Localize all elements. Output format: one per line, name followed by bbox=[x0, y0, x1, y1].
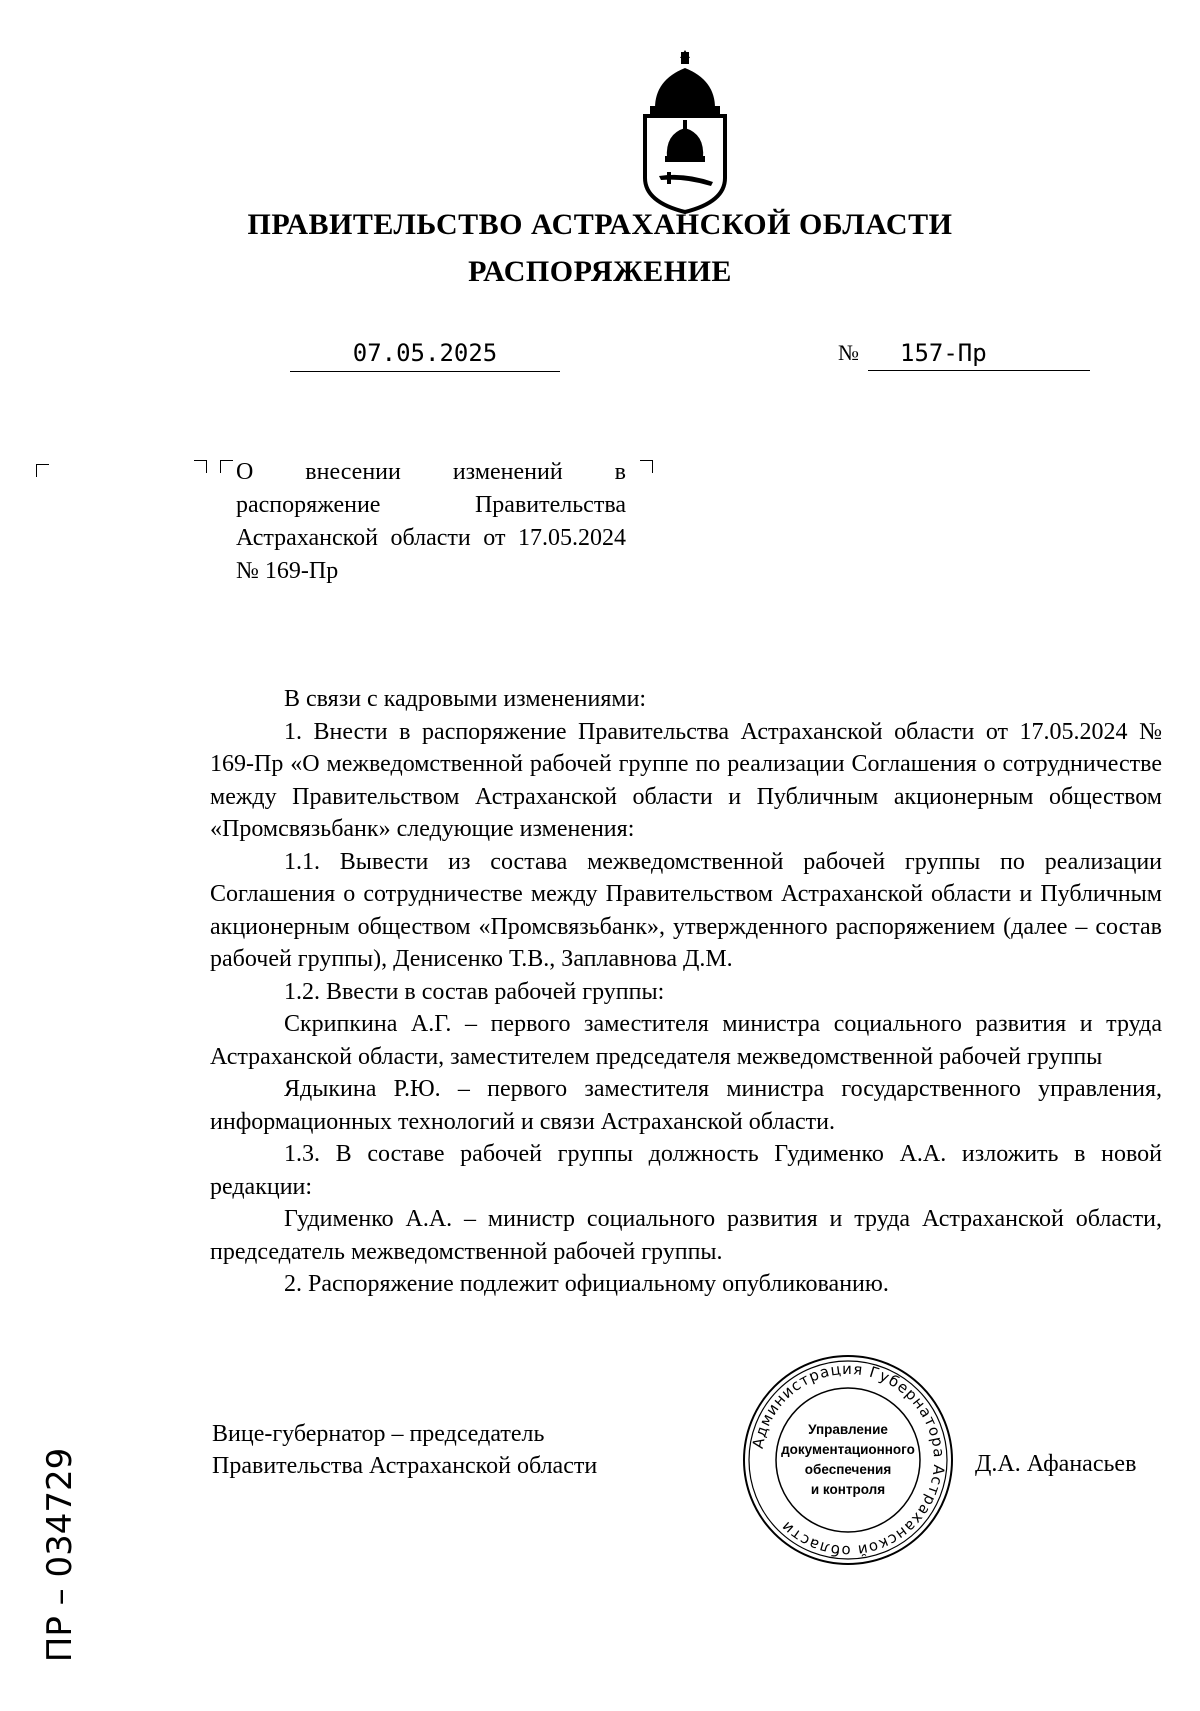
body-paragraph-1-2: 1.2. Ввести в состав рабочей группы: bbox=[284, 978, 665, 1005]
body-paragraph-1-2-a: Скрипкина А.Г. – первого заместителя министра социального развития и труда Астраханской области, заместителем председателя межведомственной рабочей группы bbox=[210, 1011, 1162, 1070]
number-sign: № bbox=[838, 340, 859, 365]
seal-ring-text: Администрация Губернатора Астраханской области bbox=[748, 1359, 949, 1561]
round-official-seal-icon bbox=[738, 1350, 958, 1570]
signatory-position-line-1: Вице-губернатор – председатель bbox=[212, 1421, 545, 1447]
corner-mark bbox=[640, 460, 653, 473]
body-paragraph-2: 2. Распоряжение подлежит официальному опубликованию. bbox=[284, 1271, 889, 1297]
document-body bbox=[210, 683, 1162, 1301]
body-paragraph-1-3-a: Гудименко А.А. – министр социального развития и труда Астраханской области, председатель межведомственной рабочей группы. bbox=[210, 1206, 1162, 1265]
document-subject: О внесении изменений в распоряжение Правительства Астраханской области от 17.05.2024 № 169-Пр bbox=[236, 459, 626, 584]
astrakhan-coat-of-arms-icon bbox=[615, 50, 755, 215]
seal-line-2: документационного bbox=[781, 1442, 915, 1457]
seal-line-1: Управление bbox=[808, 1422, 888, 1437]
body-paragraph-1: 1. Внести в распоряжение Правительства Астраханской области от 17.05.2024 № 169-Пр «О межведомственной рабочей группе по реализации Соглашения о сотрудничестве между Правительством Астраханской области и Публичным акционерным обществом «Промсвязьбанк» следующие изменения: bbox=[210, 718, 1162, 842]
signatory-name: Д.А. Афанасьев bbox=[975, 1451, 1137, 1477]
document-type-title: РАСПОРЯЖЕНИЕ bbox=[468, 255, 732, 288]
body-intro: В связи с кадровыми изменениями: bbox=[284, 686, 647, 712]
coat-of-arms-icon bbox=[615, 50, 755, 215]
signatory-position-line-2: Правительства Астраханской области bbox=[212, 1453, 598, 1479]
margin-code-text: ПР – 034729 bbox=[40, 1447, 80, 1663]
signatory-position bbox=[212, 1418, 597, 1482]
corner-mark bbox=[220, 460, 233, 473]
body-paragraph-1-2-b: Ядыкина Р.Ю. – первого заместителя министра государственного управления, информационных технологий и связи Астраханской области. bbox=[210, 1076, 1162, 1135]
corner-mark bbox=[36, 464, 49, 477]
seal-line-3: обеспечения bbox=[804, 1462, 892, 1477]
document-number: 157-Пр bbox=[868, 335, 1090, 371]
body-paragraph-1-1: 1.1. Вывести из состава межведомственной рабочей группы по реализации Соглашения о сотрудничестве между Правительством Астраханской области и Публичным акционерным обществом «Промсвязьбанк», утвержденного распоряжением (далее – состав рабочей группы), Денисенко Т.В., Заплавнова Д.М. bbox=[210, 848, 1162, 972]
official-seal bbox=[738, 1350, 958, 1570]
seal-line-4: и контроля bbox=[810, 1482, 886, 1497]
government-title: ПРАВИТЕЛЬСТВО АСТРАХАНСКОЙ ОБЛАСТИ bbox=[247, 208, 953, 241]
margin-registration-code bbox=[30, 1420, 90, 1690]
body-paragraph-1-3: 1.3. В составе рабочей группы должность Гудименко А.А. изложить в новой редакции: bbox=[210, 1141, 1162, 1200]
document-date: 07.05.2025 bbox=[290, 335, 560, 372]
corner-mark bbox=[194, 460, 207, 473]
